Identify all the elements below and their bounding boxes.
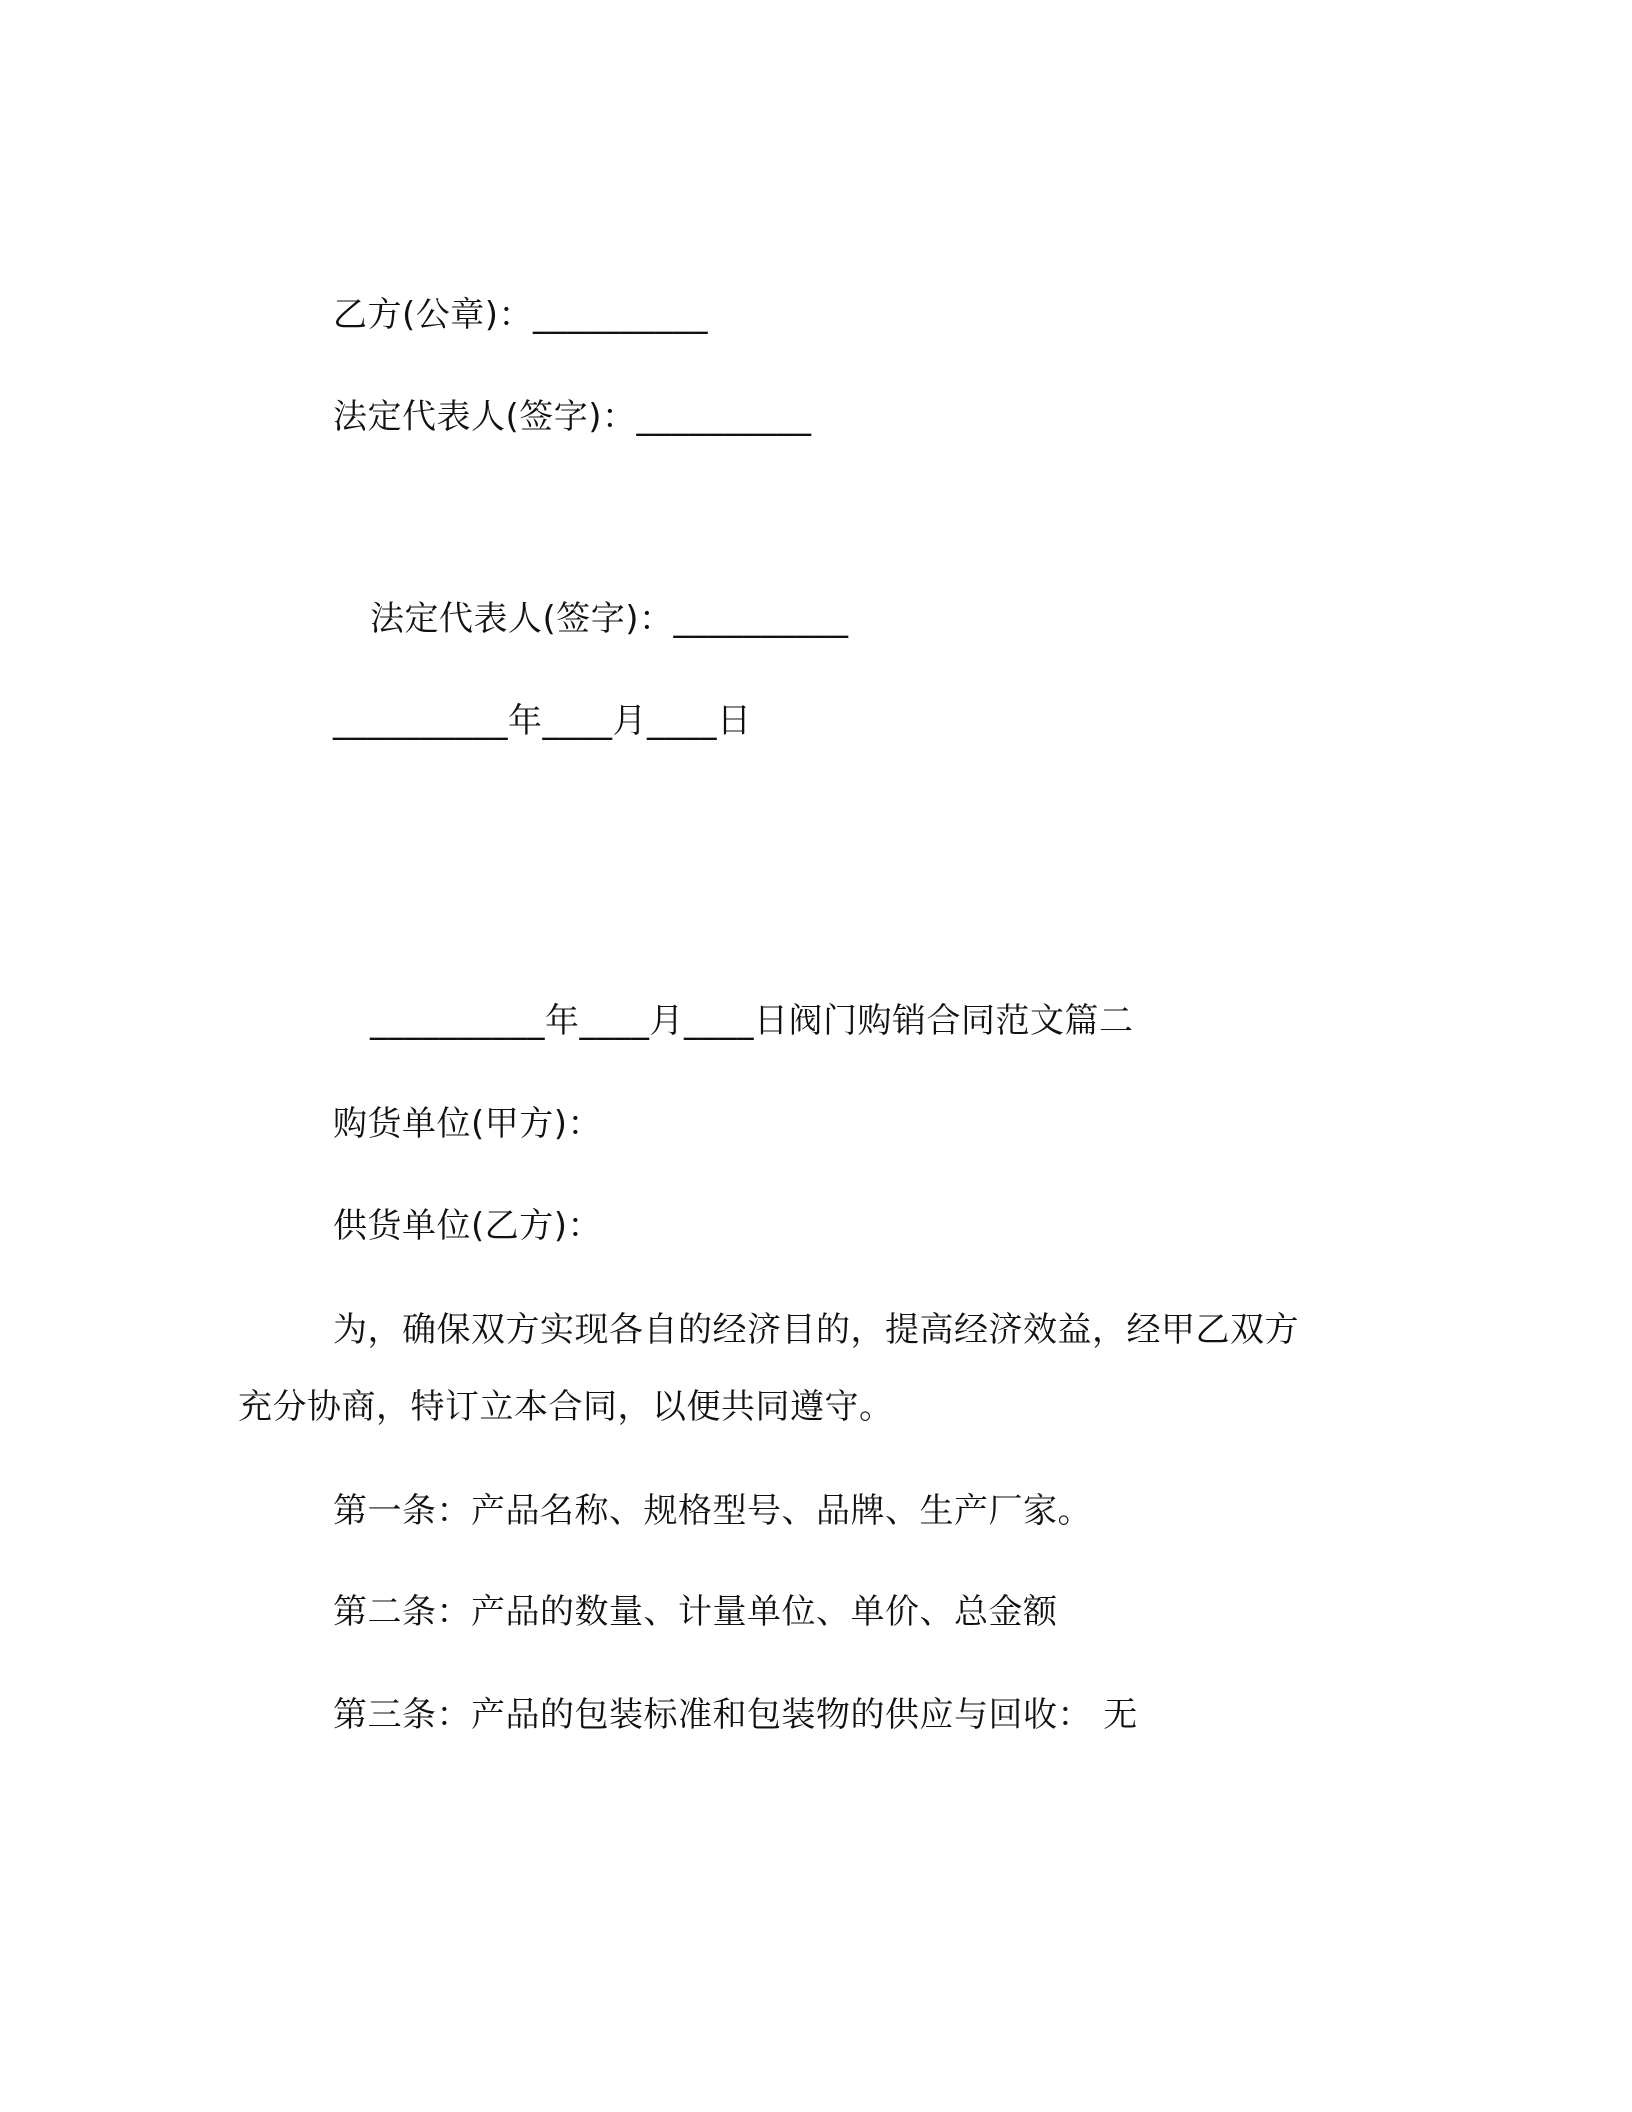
article-1: 第一条：产品名称、规格型号、品牌、生产厂家。 <box>333 1491 1092 1531</box>
intro-paragraph-line-2: 充分协商，特订立本合同，以便共同遵守。 <box>238 1387 894 1427</box>
article-3: 第三条：产品的包装标准和包装物的供应与回收： 无 <box>333 1695 1138 1735</box>
article-2: 第二条：产品的数量、计量单位、单价、总金额 <box>333 1592 1058 1632</box>
legal-rep-signature-line: 法定代表人(签字)：__________ <box>333 397 812 437</box>
party-b-seal-line: 乙方(公章)：__________ <box>333 295 709 335</box>
date-line: __________年____月____日 <box>333 701 752 741</box>
buyer-field: 购货单位(甲方)： <box>333 1104 603 1144</box>
intro-paragraph-line-1: 为，确保双方实现各自的经济目的，提高经济效益，经甲乙双方 <box>333 1310 1299 1350</box>
legal-rep-signature-line-2: 法定代表人(签字)：__________ <box>370 599 849 639</box>
contract-title: __________年____月____日阀门购销合同范文篇二 <box>370 1001 1134 1041</box>
seller-field: 供货单位(乙方)： <box>333 1206 603 1246</box>
